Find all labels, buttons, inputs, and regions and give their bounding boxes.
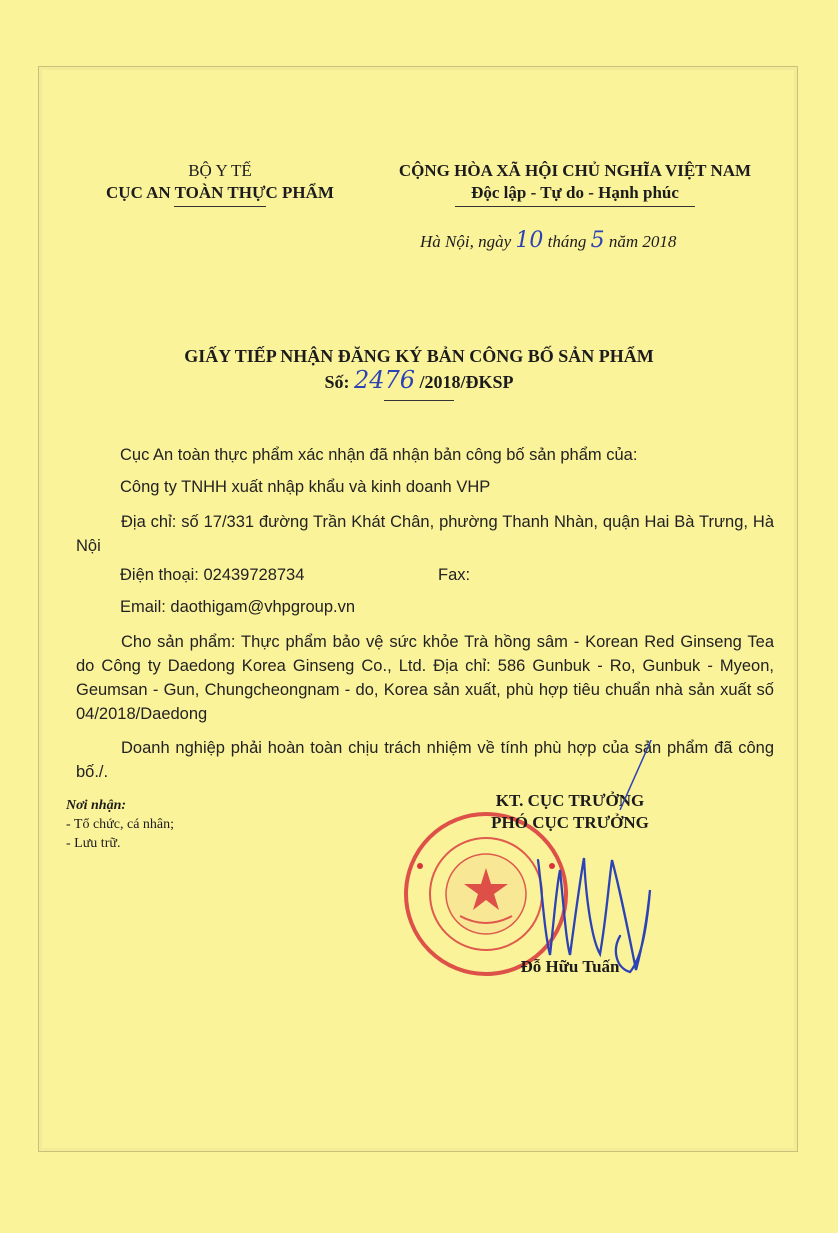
motto-underline <box>455 206 695 207</box>
intro-text: Cục An toàn thực phẩm xác nhận đã nhận bản công bố sản phẩm của: <box>120 446 638 464</box>
company-phone: Điện thoại: 02439728734 <box>120 566 305 584</box>
handwritten-signature <box>520 740 670 980</box>
ministry-name: BỘ Y TẾ <box>188 161 252 180</box>
date-month-handwritten: 5 <box>590 228 605 253</box>
date-month-word: tháng <box>547 232 587 251</box>
title-underline <box>384 400 454 401</box>
responsibility-statement: Doanh nghiệp phải hoàn toàn chịu trách nhiệm về tính phù hợp của sản phẩm đã công bố./. <box>76 739 774 781</box>
date-place: Hà Nội, ngày <box>420 232 512 251</box>
date-line <box>420 228 676 253</box>
recipient-item: - Tổ chức, cá nhân; <box>66 817 175 832</box>
signatory-title-1: KT. CỤC TRƯỞNG <box>495 791 645 810</box>
document-number-label: Số: <box>324 372 350 392</box>
signatory-name: Đỗ Hữu Tuấn <box>520 957 620 976</box>
recipients-heading: Nơi nhận: <box>66 798 127 813</box>
date-year: năm 2018 <box>608 232 677 251</box>
company-address: Địa chỉ: số 17/331 đường Trần Khát Chân, phường Thanh Nhàn, quận Hai Bà Trưng, Hà Nội <box>76 513 774 555</box>
recipient-item: - Lưu trữ. <box>66 836 121 851</box>
agency-underline <box>174 206 266 207</box>
national-title-block <box>380 160 770 207</box>
date-day-handwritten: 10 <box>515 228 544 253</box>
document-number-suffix: /2018/ĐKSP <box>419 372 514 392</box>
department-name: CỤC AN TOÀN THỰC PHẨM <box>106 183 334 202</box>
company-name: Công ty TNHH xuất nhập khẩu và kinh doanh VHP <box>120 478 491 496</box>
signatory-title-2: PHÓ CỤC TRƯỞNG <box>491 813 649 832</box>
national-motto: Độc lập - Tự do - Hạnh phúc <box>471 183 679 202</box>
recipients-block <box>66 796 174 853</box>
company-email: Email: daothigam@vhpgroup.vn <box>120 598 356 616</box>
country-name: CỘNG HÒA XÃ HỘI CHỦ NGHĨA VIỆT NAM <box>398 161 752 180</box>
document-title: GIẤY TIẾP NHẬN ĐĂNG KÝ BẢN CÔNG BỐ SẢN PHẨM <box>184 346 654 366</box>
document-number-handwritten: 2476 <box>353 366 416 394</box>
document-number <box>0 368 838 394</box>
product-description: Cho sản phẩm: Thực phẩm bảo vệ sức khỏe Trà hồng sâm - Korean Red Ginseng Tea do Công ty Daedong Korea Ginseng Co., Ltd. Địa chỉ: 586 Gunbuk - Ro, Gunbuk - Myeon, Geumsan - Gun, Chungcheongnam - do, Korea sản xuất, phù hợp tiêu chuẩn nhà sản xuất số 04/2018/Daedong <box>76 633 774 723</box>
document-title-block <box>0 344 838 401</box>
issuing-agency-block <box>60 160 380 207</box>
company-fax: Fax: <box>438 566 471 584</box>
